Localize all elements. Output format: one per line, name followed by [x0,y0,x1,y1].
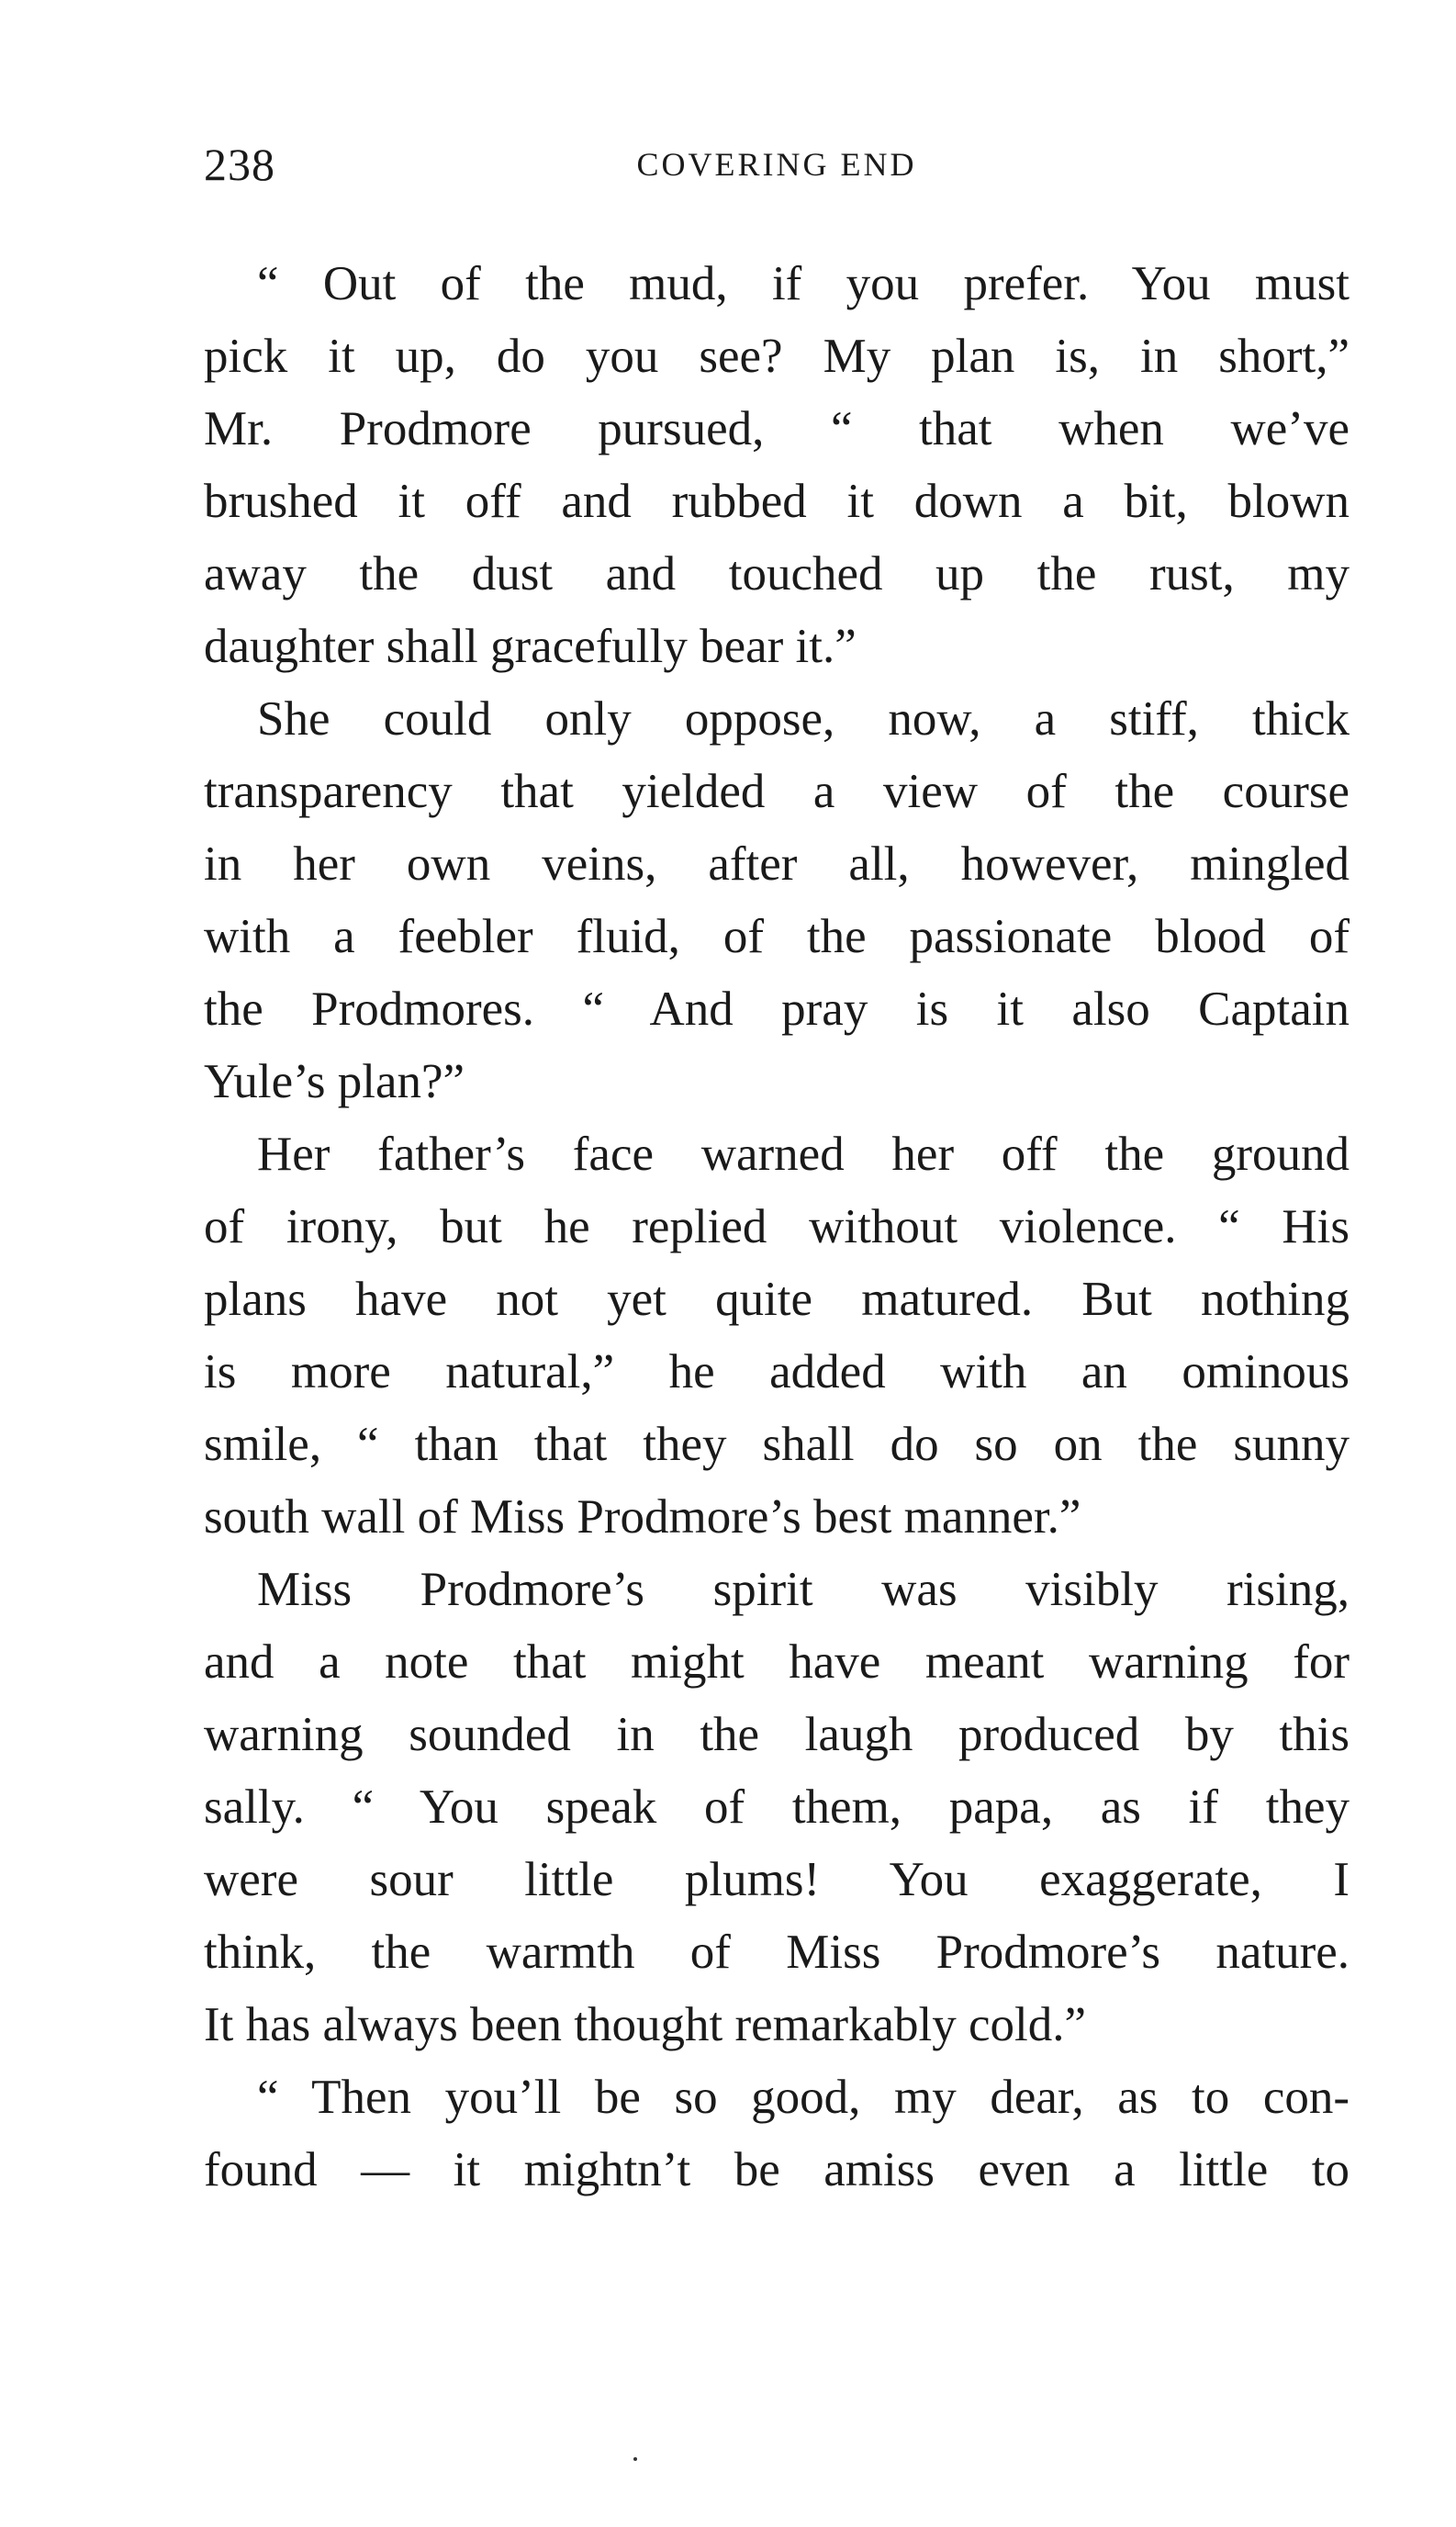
text-line: Mr. Prodmore pursued, “ that when we’ve [204,402,1350,455]
paragraph-1 [204,248,1350,683]
text-line: away the dust and touched up the rust, my [204,547,1350,601]
text-line: sally. “ You speak of them, papa, as if they [204,1780,1350,1834]
paragraph-5 [204,2061,1350,2207]
text-line: brushed it off and rubbed it down a bit, blown [204,475,1350,528]
text-line: Her father’s face warned her off the ground [257,1128,1350,1181]
text-line: found — it mightn’t be amiss even a little to [204,2143,1350,2196]
text-line: warning sounded in the laugh produced by this [204,1708,1350,1761]
text-line: were sour little plums! You exaggerate, I [204,1853,1350,1906]
text-line: She could only oppose, now, a stiff, thick [257,692,1350,746]
text-line: the Prodmores. “ And pray is it also Captain [204,983,1350,1036]
text-line: in her own veins, after all, however, mingled [204,837,1350,891]
text-line: plans have not yet quite matured. But nothing [204,1273,1350,1326]
paragraph-3 [204,1118,1350,1554]
text-line: daughter shall gracefully bear it.” [204,620,857,673]
page-number: 238 [204,139,275,190]
text-line: south wall of Miss Prodmore’s best manner.” [204,1490,1081,1544]
text-line: pick it up, do you see? My plan is, in short,” [204,330,1350,383]
text-line: “ Out of the mud, if you prefer. You must [257,257,1350,310]
text-line: and a note that might have meant warning for [204,1635,1350,1689]
text-line: smile, “ than that they shall do so on the sunny [204,1418,1350,1471]
paragraph-2 [204,683,1350,1118]
text-line: is more natural,” he added with an ominous [204,1345,1350,1398]
print-speck [633,2457,637,2461]
text-line: transparency that yielded a view of the course [204,765,1350,818]
text-line: Miss Prodmore’s spirit was visibly rising, [257,1563,1350,1616]
text-line: think, the warmth of Miss Prodmore’s nature. [204,1926,1350,1979]
running-head [204,138,1350,193]
text-line: “ Then you’ll be so good, my dear, as to con- [257,2071,1350,2124]
text-line: of irony, but he replied without violence. “ His [204,1200,1350,1253]
paragraph-4 [204,1554,1350,2061]
body-text [204,248,1350,2207]
text-line: with a feebler fluid, of the passionate blood of [204,910,1350,963]
text-line: It has always been thought remarkably cold.” [204,1998,1087,2051]
text-line: Yule’s plan?” [204,1055,465,1108]
running-title: COVERING END [636,146,917,183]
